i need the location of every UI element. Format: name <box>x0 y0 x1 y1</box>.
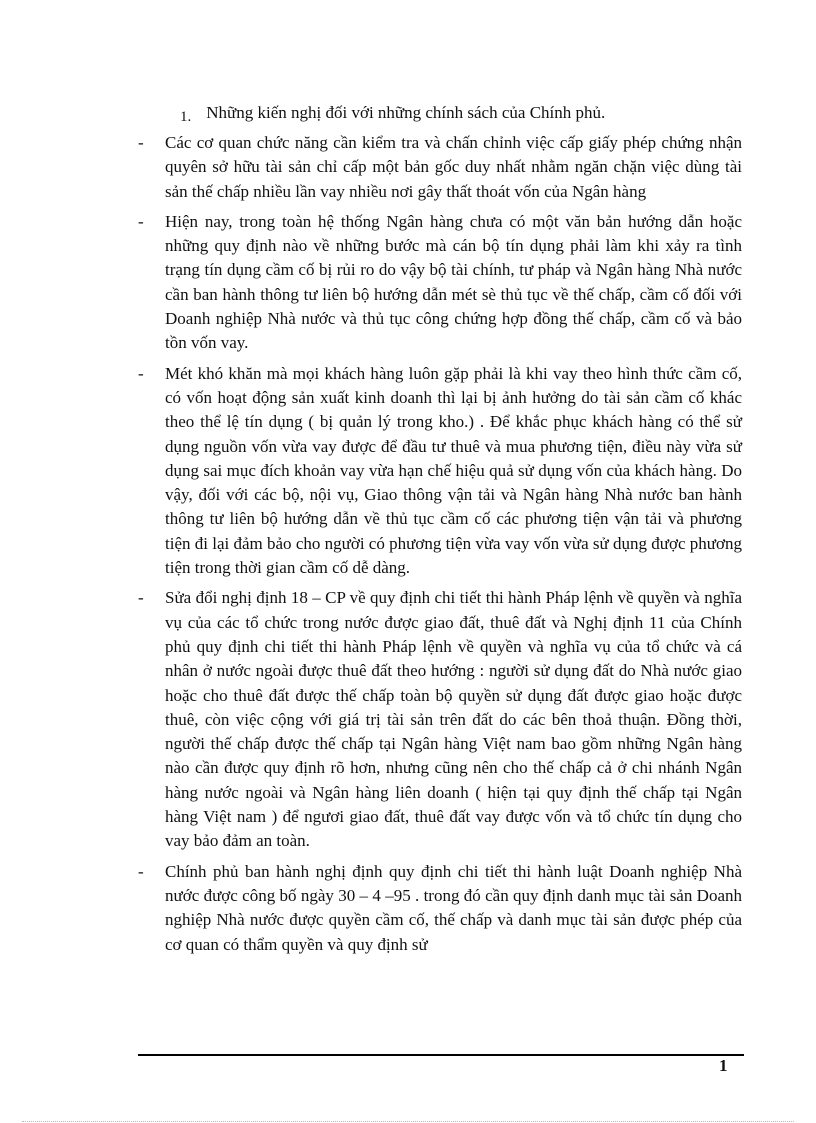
list-item-text: Các cơ quan chức năng cần kiểm tra và chấn chỉnh việc cấp giấy phép chứng nhận quyên sở hữu tài sản chỉ cấp một bản gốc duy nhất nhằm ngăn chặn việc dùng tài sản thế chấp nhiều lần vay nhiều nơi gây thất thoát vốn của Ngân hàng <box>165 133 742 201</box>
list-bullet: - <box>138 133 144 152</box>
footer-divider <box>138 1054 744 1056</box>
list-item-text: Hiện nay, trong toàn hệ thống Ngân hàng chưa có một văn bản hướng dẫn hoặc những quy định nào về những bước mà cán bộ tín dụng phải làm khi xảy ra tình trạng tín dụng cầm cố bị rủi ro do vậy bộ tài chính, tư pháp và Ngân hàng Nhà nước cần ban hành thông tư liên bộ hướng dẫn mét sè thủ tục về thế chấp, cầm cố đối với Doanh nghiệp Nhà nước và thủ tục công chứng hợp đồng thế chấp, cầm cố và bảo tồn vốn vay. <box>165 211 742 353</box>
list-item <box>138 362 742 581</box>
page-edge-divider <box>22 1121 794 1122</box>
list-item-text: Sửa đổi nghị định 18 – CP về quy định chi tiết thi hành Pháp lệnh về quyền và nghĩa vụ của các tổ chức trong nước được giao đất, thuê đất và Nghị định 11 của Chính phủ quy định chi tiết thi hành Pháp lệnh về quyền và nghĩa vụ của tổ chức và cá nhân ở nước ngoài được thuê đất theo hướng : người sử dụng đất do Nhà nước giao hoặc cho thuê đất được thế chấp toàn bộ quyền sử dụng đất được giao hoặc được thuê, còn việc cộng với giá trị tài sản trên đất do các bên thoả thuận. Đồng thời, người thế chấp được thế chấp tại Ngân hàng Việt nam bao gồm những Ngân hàng nào cần được quy định rõ hơn, nhưng cũng nên cho thế chấp cả ở chi nhánh Ngân hàng nước ngoài và Ngân hàng liên doanh ( hiện tại quy định thế chấp tại Ngân hàng Việt nam ) để ngươi giao đất, thuê đất vay được vốn và tổ chức tín dụng cho vay bảo đảm an toàn. <box>165 588 742 851</box>
list-bullet: - <box>138 363 144 383</box>
section-title: Những kiến nghị đối với những chính sách của Chính phủ. <box>206 103 606 122</box>
section-heading <box>180 102 605 125</box>
list-item-text: Mét khó khăn mà mọi khách hàng luôn gặp phải là khi vay theo hình thức cầm cố, có vốn hoạt động sản xuất kinh doanh thì lại bị ảnh hưởng do tài sản cầm cố khác theo thể lệ tín dụng ( bị quản lý trong kho.) . Để khắc phục khách hàng có thể sử dụng nguồn vốn vừa vay được để đầu tư thuê và mua phương tiện, điều này vừa sử dụng sai mục đích khoản vay vừa hạn chế hiệu quả sử dụng vốn của khách hàng. Do vậy, đối với các bộ, nội vụ, Giao thông vận tải và Ngân hàng Nhà nước ban hành thông tư liên bộ hướng dẫn về thủ tục cầm cố các phương tiện vận tải và phương tiện đi lại đảm bảo cho người có phương tiện vừa vay vốn vừa sử dụng được phương tiện trong thời gian cầm cố dễ dàng. <box>165 363 742 578</box>
section-number: 1. <box>180 109 192 125</box>
list-bullet: - <box>138 211 144 231</box>
list-item <box>138 210 742 356</box>
list-item <box>138 131 742 204</box>
list-bullet: - <box>138 861 144 881</box>
page-number: 1 <box>719 1056 728 1075</box>
list-item-text: Chính phủ ban hành nghị định quy định chi tiết thi hành luật Doanh nghiệp Nhà nước được công bố ngày 30 – 4 –95 . trong đó cần quy định danh mục tài sản Doanh nghiệp Nhà nước được quyền cầm cố, thế chấp và danh mục tài sản được phép của cơ quan có thẩm quyền và quy định sử <box>165 861 742 954</box>
recommendation-list <box>138 131 742 963</box>
list-item <box>138 860 742 957</box>
list-item <box>138 586 742 853</box>
list-bullet: - <box>138 588 144 608</box>
